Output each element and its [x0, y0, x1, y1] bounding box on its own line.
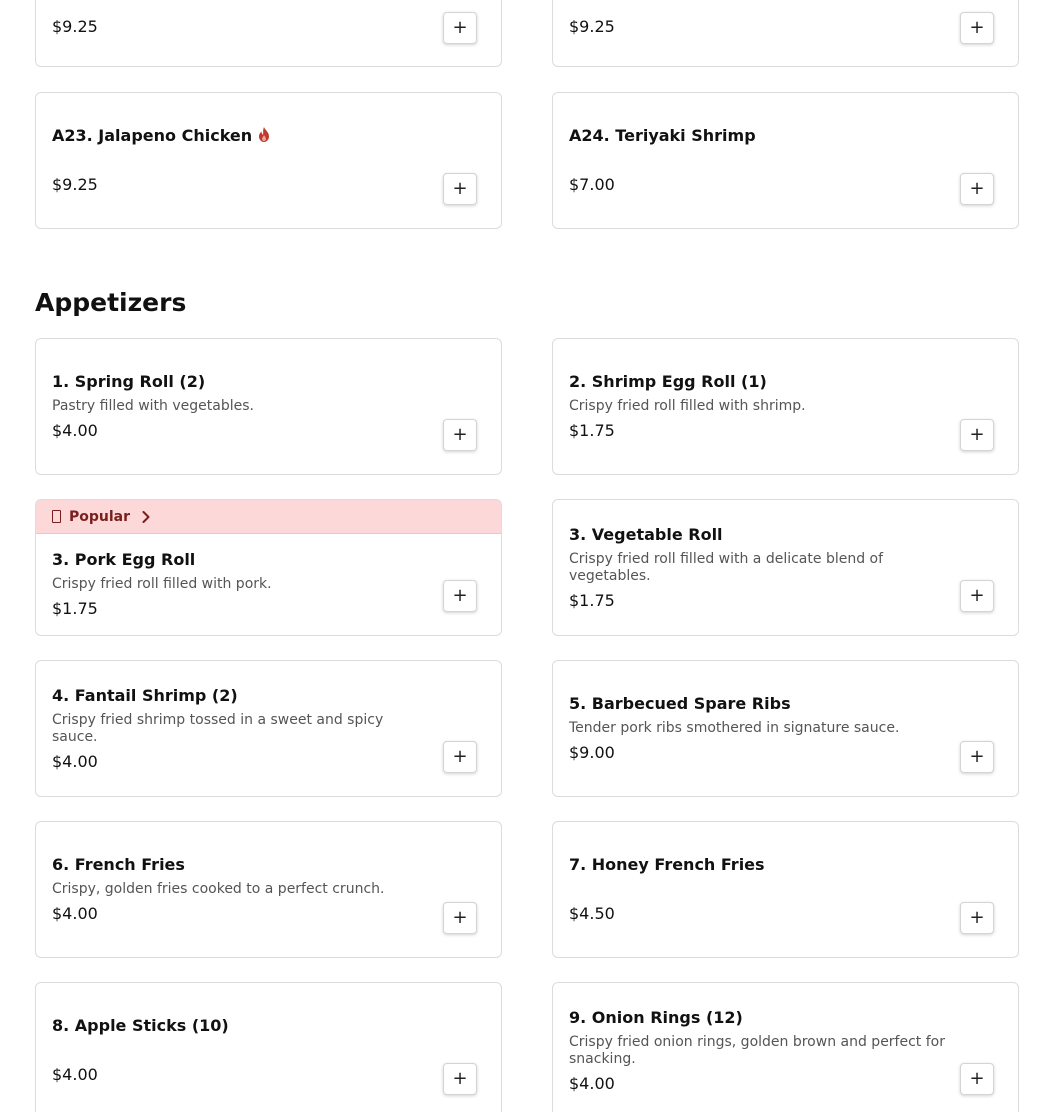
item-price: $9.25 [52, 17, 98, 36]
item-description: Crispy fried roll filled with pork. [52, 576, 272, 592]
item-price: $4.00 [569, 1073, 615, 1093]
item-name: 6. French Fries [52, 855, 185, 874]
item-name: 8. Apple Sticks (10) [52, 1016, 229, 1035]
item-name: 4. Fantail Shrimp (2) [52, 685, 238, 705]
item-description: Crispy fried shrimp tossed in a sweet and spicy sauce. [52, 711, 384, 745]
item-description: Pastry filled with vegetables. [52, 398, 254, 414]
item-price: $4.00 [52, 751, 98, 771]
add-item-button[interactable]: + [960, 741, 994, 773]
item-price: $4.00 [52, 421, 98, 440]
menu-item-card[interactable] [552, 338, 1019, 475]
item-name: 5. Barbecued Spare Ribs [569, 694, 791, 713]
item-price: $4.00 [52, 904, 98, 923]
item-price: $7.00 [569, 175, 615, 194]
menu-item-card[interactable] [552, 821, 1019, 958]
add-item-button[interactable]: + [960, 419, 994, 451]
item-description [569, 881, 948, 898]
spicy-flame-icon [258, 127, 270, 142]
menu-item-card[interactable] [552, 92, 1019, 229]
item-name: 3. Vegetable Roll [569, 524, 723, 544]
menu-item-card[interactable] [552, 499, 1019, 636]
item-description [52, 152, 431, 169]
popular-badge[interactable] [36, 500, 501, 534]
item-price: $9.25 [52, 175, 98, 194]
add-item-button[interactable]: + [960, 902, 994, 934]
item-name-text: A23. Jalapeno Chicken [52, 126, 253, 145]
add-item-button[interactable]: + [960, 1063, 994, 1095]
item-price: $9.25 [569, 17, 615, 36]
chevron-right-icon [142, 511, 150, 523]
item-name: 2. Shrimp Egg Roll (1) [569, 372, 767, 391]
item-name: 3. Pork Egg Roll [52, 550, 196, 569]
item-name: A24. Teriyaki Shrimp [569, 126, 756, 145]
item-description [52, 1042, 431, 1059]
menu-item-card[interactable] [552, 0, 1019, 67]
add-item-button[interactable]: + [443, 173, 477, 205]
popular-label: Popular [69, 508, 131, 525]
item-description: Crispy fried roll filled with a delicate blend of vegetables. [569, 550, 884, 584]
add-item-button[interactable]: + [443, 902, 477, 934]
add-item-button[interactable]: + [443, 580, 477, 612]
menu-item-card[interactable] [35, 0, 502, 67]
item-description: Crispy fried onion rings, golden brown and perfect for snacking. [569, 1033, 945, 1067]
item-name: 1. Spring Roll (2) [52, 372, 206, 391]
menu-item-card[interactable] [552, 982, 1019, 1112]
item-price: $9.00 [569, 743, 615, 762]
item-price: $4.00 [52, 1065, 98, 1084]
add-item-button[interactable]: + [960, 173, 994, 205]
item-price: $1.75 [52, 599, 98, 618]
section-title: Appetizers [35, 288, 187, 317]
popular-icon [52, 510, 61, 523]
item-price: $4.50 [569, 904, 615, 923]
menu-item-card[interactable] [35, 92, 502, 229]
item-description: Tender pork ribs smothered in signature sauce. [569, 720, 900, 736]
add-item-button[interactable]: + [960, 12, 994, 44]
add-item-button[interactable]: + [960, 580, 994, 612]
menu-item-card[interactable] [35, 982, 502, 1112]
item-description [569, 152, 948, 169]
menu-item-card[interactable] [35, 821, 502, 958]
item-price: $1.75 [569, 590, 615, 610]
menu-item-card[interactable] [35, 338, 502, 475]
add-item-button[interactable]: + [443, 12, 477, 44]
add-item-button[interactable]: + [443, 419, 477, 451]
add-item-button[interactable]: + [443, 1063, 477, 1095]
menu-item-card[interactable] [35, 499, 502, 636]
menu-item-card[interactable] [35, 660, 502, 797]
item-description: Crispy, golden fries cooked to a perfect crunch. [52, 881, 385, 897]
item-name: 7. Honey French Fries [569, 855, 765, 874]
add-item-button[interactable]: + [443, 741, 477, 773]
item-price: $1.75 [569, 421, 615, 440]
item-name [52, 126, 431, 146]
menu-item-card[interactable] [552, 660, 1019, 797]
item-name: 9. Onion Rings (12) [569, 1007, 743, 1027]
item-description: Crispy fried roll filled with shrimp. [569, 398, 806, 414]
